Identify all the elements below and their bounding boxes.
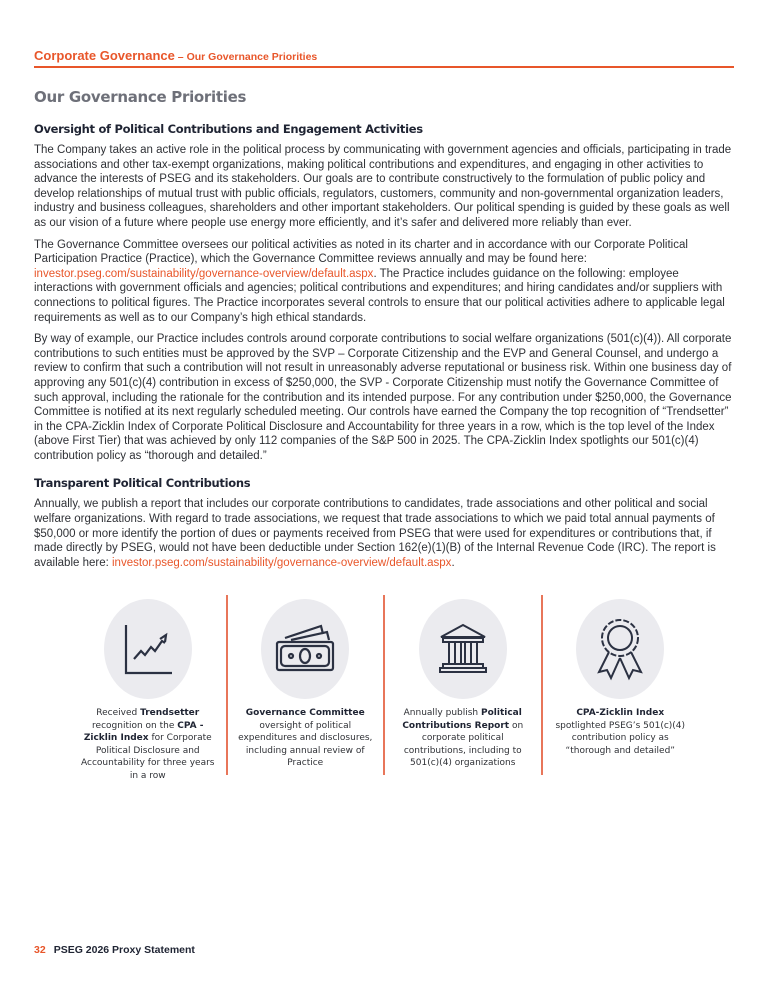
bold-text: CPA-Zicklin Index — [576, 708, 665, 718]
text: . The Practice includes guidance on the following: employee interactions with government officials and agencies; political contributions and expenditures; and hiring candidates and/or suppliers with connections to political figures. The Practice incorporates several controls to ensure that our political activities adhere to applicable legal requirements as well as to our Company’s high ethical standards. — [34, 267, 725, 324]
text: Annually, we publish a report that includes our corporate contributions to candidates, trade associations and other political and social welfare organizations. With regard to trade associations, we request that trade associations to which we paid total annual payments of $50,000 or more identify the portion of dues or payments received from PSEG that were used for expenditures or contributions that, if made directly by PSEG, would not have been deductible under Section 162(e)(1)(B) of the Internal Revenue Code (IRC). The report is available here: — [34, 498, 716, 569]
governance-overview-link[interactable]: investor.pseg.com/sustainability/governance-overview/default.aspx — [112, 556, 452, 569]
card-caption — [78, 707, 218, 782]
running-header — [34, 48, 734, 68]
money-icon — [273, 624, 337, 674]
highlight-cards — [70, 595, 698, 781]
text: Annually publish — [403, 708, 481, 718]
paragraph — [34, 497, 736, 570]
text: recognition on the — [92, 720, 178, 731]
icon-circle — [104, 599, 192, 699]
text: oversight of political expenditures and disclosures, including annual review of Practice — [238, 720, 373, 768]
text: on corporate political contributions, including to 501(c)(4) organizations — [403, 720, 524, 768]
highlight-card — [383, 595, 541, 775]
award-ribbon-icon — [595, 616, 645, 682]
icon-circle — [419, 599, 507, 699]
highlight-card — [541, 595, 699, 775]
text: Received — [96, 708, 141, 718]
text: for Corporate Political Disclosure and Accountability for three years in a row — [81, 733, 215, 781]
paragraph — [34, 238, 736, 326]
page-number: 32 — [34, 944, 46, 956]
page-title: Our Governance Priorities — [34, 88, 247, 106]
text: . — [451, 556, 455, 569]
highlight-card — [226, 595, 384, 775]
bold-text: CPA - Zicklin Index — [83, 720, 204, 743]
paragraph: By way of example, our Practice includes controls around corporate contributions to social welfare organizations (501(c)(4)). All corporate contributions to such entities must be approved by the SVP – Corporate Citizenship and the EVP and General Counsel, and undergo a review to confirm that such a contribution will not result in unreasonably adverse reputational or business risk. Within one business day of approving any 501(c)(4) contribution in excess of $250,000, the SVP - Corporate Citizenship must notify the Governance Committee of such approval, including the rationale for the contribution and its intended purpose. For any contribution under $250,000, the Governance Committee is notified at its next regularly scheduled meeting. Our controls have earned the Company the top recognition of “Trendsetter” in the CPA-Zicklin Index of Corporate Political Disclosure and Accountability for three years in a row, which is the top level of the Index (above First Tier) that was achieved by only 112 companies of the S&P 500 in 2025. The CPA-Zicklin Index spotlights our 501(c)(4) contribution policy as “thorough and detailed.” — [34, 333, 732, 462]
section-heading-oversight: Oversight of Political Contributions and Engagement Activities — [34, 122, 423, 136]
bold-text: Governance Committee — [245, 708, 365, 718]
bold-text: Trendsetter — [140, 708, 200, 718]
trend-chart-icon — [120, 621, 176, 677]
header-separator: – — [174, 51, 187, 63]
card-caption — [393, 707, 533, 770]
government-building-icon — [435, 621, 491, 677]
page-footer — [34, 944, 195, 956]
card-caption — [551, 707, 691, 757]
footer-title: PSEG 2026 Proxy Statement — [53, 944, 195, 956]
card-caption — [236, 707, 376, 770]
icon-circle — [261, 599, 349, 699]
paragraph: The Company takes an active role in the political process by communicating with government agencies and officials, participating in trade associations and other tax-exempt organizations, making political contributions and expenditures, and engaging in other activities to advance the interests of PSEG and its stakeholders. Our goals are to contribute constructively to the formulation of public policy and develop relationships of mutual trust with public officials, regulators, customers, community and non-governmental organization leaders, industry and business colleagues, shareholders and other important stakeholders. Our political spending is guided by these goals as well as our vision of a future where people use energy more efficiently, and it’s safer and delivered more reliably than ever. — [34, 144, 732, 229]
text: The Governance Committee oversees our political activities as noted in its charter and in accordance with our Corporate Political Participation Practice (Practice), which the Governance Committee reviews annually and may be found here: — [34, 238, 688, 266]
body-content — [34, 122, 736, 577]
section-heading-transparent: Transparent Political Contributions — [34, 476, 251, 491]
text: spotlighted PSEG’s 501(c)(4) contribution policy as “thorough and detailed” — [555, 720, 686, 756]
bold-text: Political Contributions Report — [402, 708, 522, 731]
highlight-card — [70, 595, 226, 781]
icon-circle — [576, 599, 664, 699]
header-section: Corporate Governance — [34, 48, 175, 63]
governance-overview-link[interactable]: investor.pseg.com/sustainability/governance-overview/default.aspx — [34, 267, 374, 280]
header-subsection: Our Governance Priorities — [186, 51, 318, 63]
